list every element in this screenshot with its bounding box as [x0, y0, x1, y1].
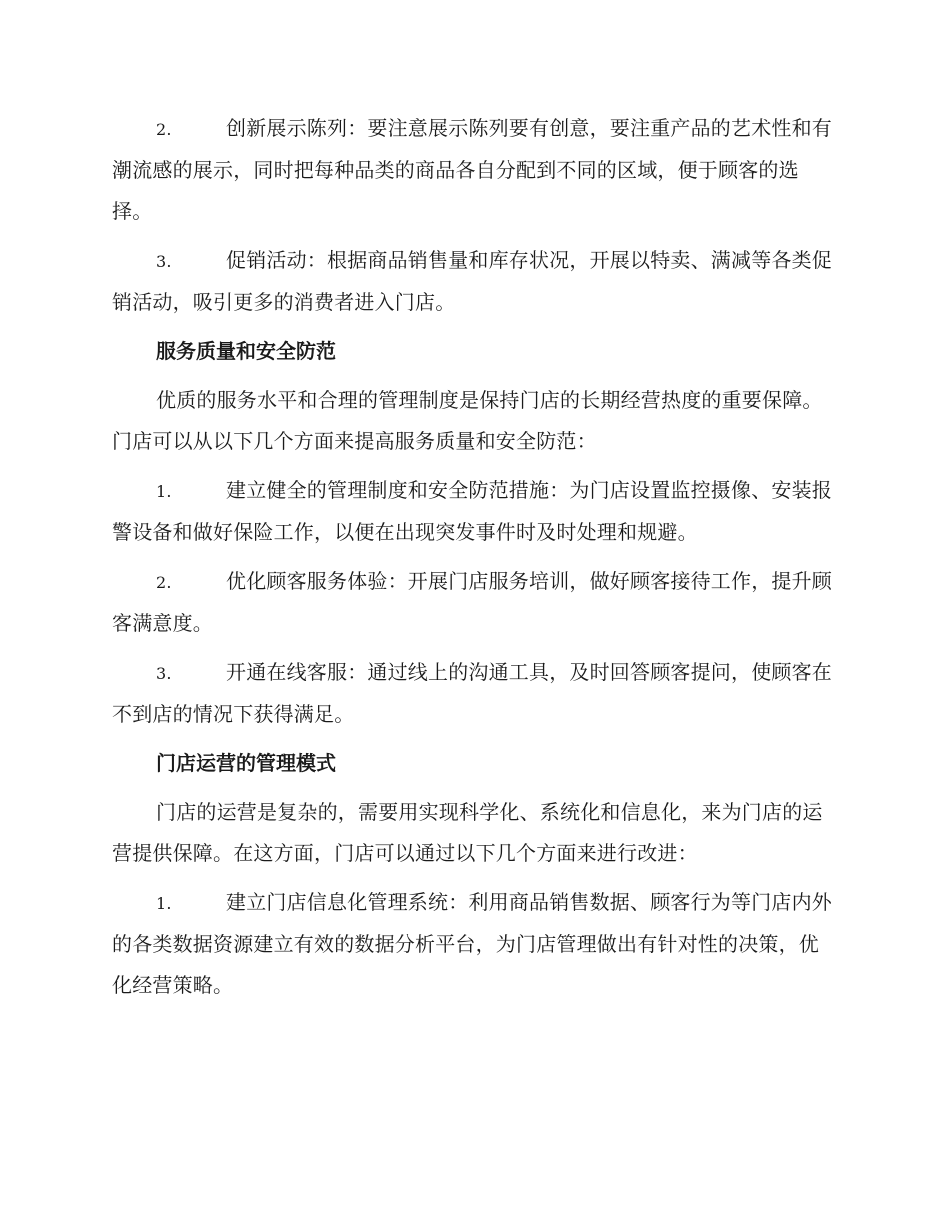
list-item [112, 240, 832, 323]
section-intro: 门店的运营是复杂的，需要用实现科学化、系统化和信息化，来为门店的运营提供保障。在这方面，门店可以通过以下几个方面来进行改进： [112, 800, 823, 865]
list-text: 建立健全的管理制度和安全防范措施：为门店设置监控摄像、安装报警设备和做好保险工作，以便在出现突发事件时及时处理和规避。 [112, 478, 832, 544]
section-heading: 服务质量和安全防范 [156, 339, 336, 363]
list-item [112, 108, 832, 232]
section-heading: 门店运营的管理模式 [156, 751, 336, 775]
list-text: 创新展示陈列：要注意展示陈列要有创意，要注重产品的艺术性和有潮流感的展示，同时把每种品类的商品各自分配到不同的区域，便于顾客的选择。 [112, 116, 832, 223]
list-text: 建立门店信息化管理系统：利用商品销售数据、顾客行为等门店内外的各类数据资源建立有效的数据分析平台，为门店管理做出有针对性的决策，优化经营策略。 [112, 890, 832, 997]
list-number: 3. [156, 664, 172, 683]
section-intro: 优质的服务水平和合理的管理制度是保持门店的长期经营热度的重要保障。门店可以从以下几个方面来提高服务质量和安全防范： [112, 388, 823, 453]
list-item [112, 652, 832, 735]
list-item [112, 561, 832, 644]
list-number: 1. [156, 482, 172, 501]
list-text: 促销活动：根据商品销售量和库存状况，开展以特卖、满减等各类促销活动，吸引更多的消费者进入门店。 [112, 248, 832, 314]
document-page [112, 108, 832, 1014]
list-number: 2. [156, 120, 172, 139]
list-text: 优化顾客服务体验：开展门店服务培训，做好顾客接待工作，提升顾客满意度。 [112, 569, 832, 635]
list-item [112, 882, 832, 1006]
list-number: 3. [156, 252, 172, 271]
list-item [112, 470, 832, 553]
list-number: 1. [156, 894, 172, 913]
list-text: 开通在线客服：通过线上的沟通工具，及时回答顾客提问，使顾客在不到店的情况下获得满足。 [112, 660, 832, 726]
list-number: 2. [156, 573, 172, 592]
